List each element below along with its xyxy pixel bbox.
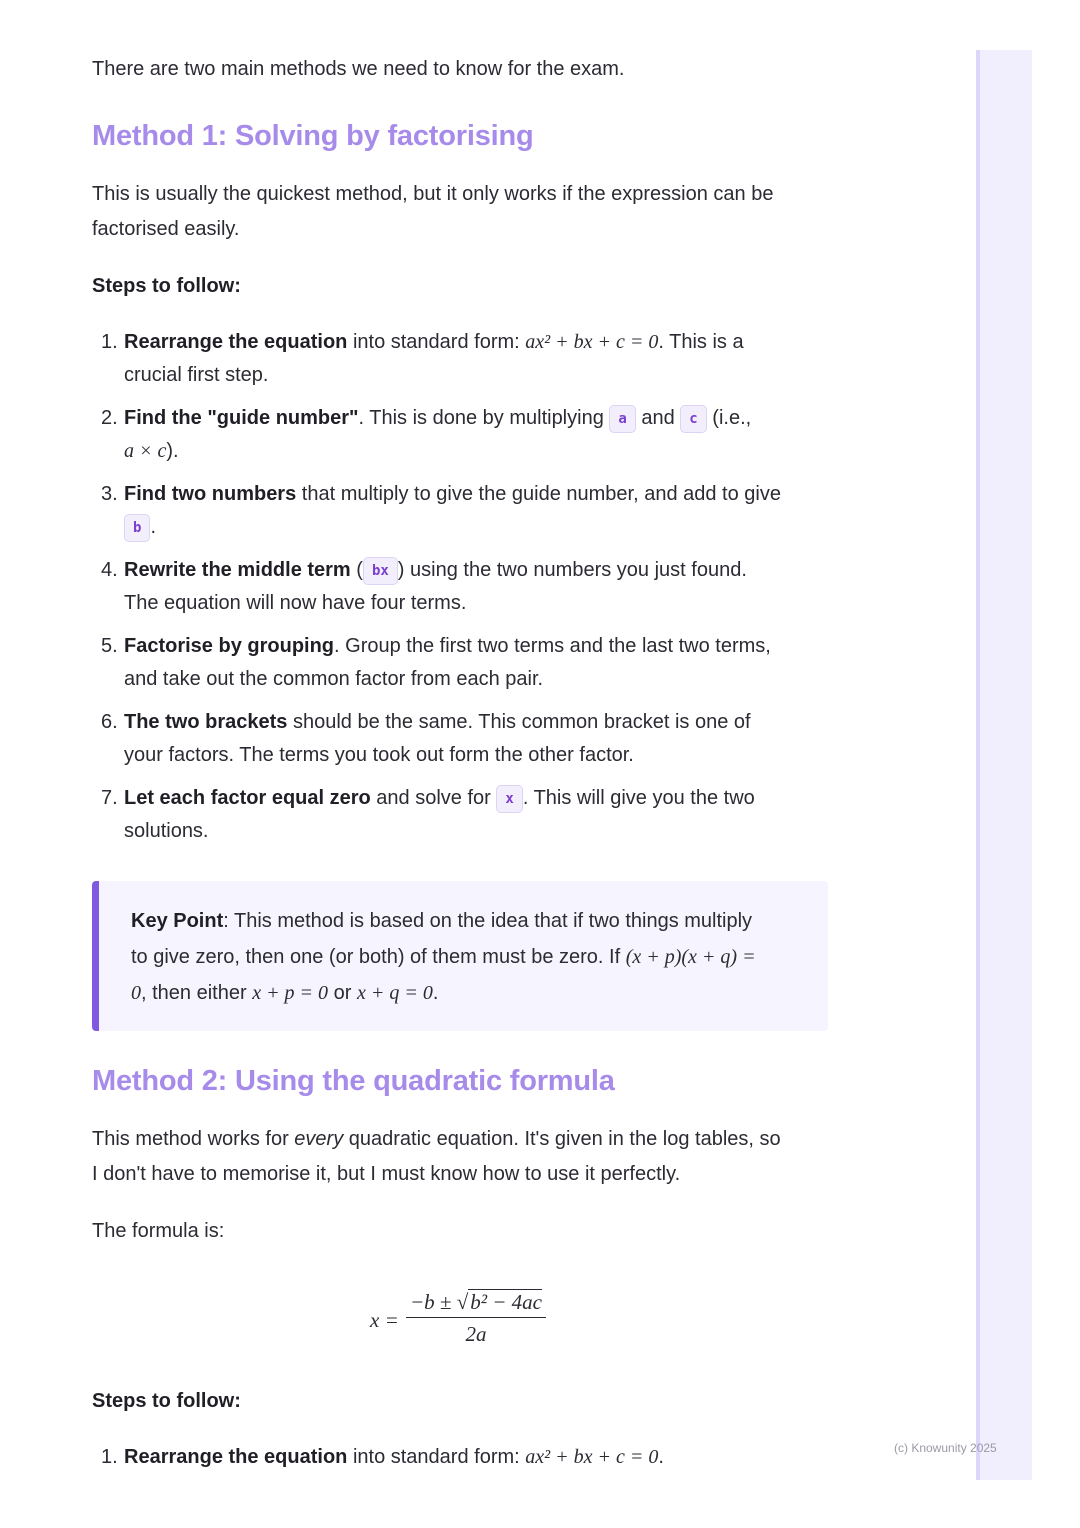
method2-heading: Method 2: Using the quadratic formula bbox=[92, 1065, 615, 1097]
list-item: 6. The two brackets should be the same. This common bracket is one of your factors. The terms you took out form the other factor. bbox=[101, 711, 751, 766]
formula-intro: The formula is: bbox=[92, 1220, 225, 1242]
sqrt-symbol-icon: √ bbox=[456, 1290, 469, 1314]
list-item: 5. Factorise by grouping. Group the first two terms and the last two terms, and take out the common factor from each pair. bbox=[101, 635, 771, 690]
list-item: 3. Find two numbers that multiply to give the guide number, and add to give b . bbox=[92, 478, 832, 544]
list-item: 1. Rearrange the equation into standard form: ax² + bx + c = 0. This is a crucial first step. bbox=[101, 331, 744, 386]
method2-steps-heading: Steps to follow: bbox=[92, 1390, 241, 1412]
formula-denominator: 2a bbox=[465, 1322, 487, 1346]
method1-steps-heading: Steps to follow: bbox=[92, 275, 241, 297]
inline-code-x: x bbox=[496, 785, 522, 813]
method1-paragraph: This is usually the quickest method, but it only works if the expression can be factorised easily. bbox=[92, 183, 774, 240]
list-item: 4. Rewrite the middle term ( bx ) using the two numbers you just found. The equation will now have four terms. bbox=[92, 554, 832, 620]
page-margin-bar bbox=[976, 50, 1032, 1480]
method1-steps-list bbox=[92, 326, 832, 858]
copyright-notice: (c) Knowunity 2025 bbox=[894, 1441, 997, 1455]
list-item: 2. Find the "guide number". This is done by multiplying a and c (i.e., a × c). bbox=[92, 402, 832, 468]
inline-code-c: c bbox=[680, 405, 706, 433]
intro-text: There are two main methods we need to know for the exam. bbox=[92, 58, 625, 80]
formula-fraction bbox=[406, 1290, 546, 1347]
method2-steps-list bbox=[92, 1441, 832, 1484]
formula-numerator: −b ± √b² − 4ac bbox=[406, 1290, 546, 1318]
list-item: 1. Rearrange the equation into standard form: ax² + bx + c = 0. bbox=[101, 1446, 664, 1468]
key-point-callout: Key Point: This method is based on the idea that if two things multiply to give zero, then one (or both) of them must be zero. If (x + p)(x + q) = 0, then either x + p = 0 or x + q = 0. bbox=[92, 881, 828, 1031]
formula-lhs: x = bbox=[370, 1308, 399, 1332]
inline-code-a: a bbox=[609, 405, 635, 433]
inline-code-bx: bx bbox=[363, 557, 398, 585]
list-item: 7. Let each factor equal zero and solve for x . This will give you the two solutions. bbox=[92, 782, 832, 848]
method2-paragraph: This method works for every quadratic equation. It's given in the log tables, so I don't have to memorise it, but I must know how to use it perfectly. bbox=[92, 1128, 781, 1185]
method1-heading: Method 1: Solving by factorising bbox=[92, 120, 534, 152]
inline-code-b: b bbox=[124, 514, 150, 542]
